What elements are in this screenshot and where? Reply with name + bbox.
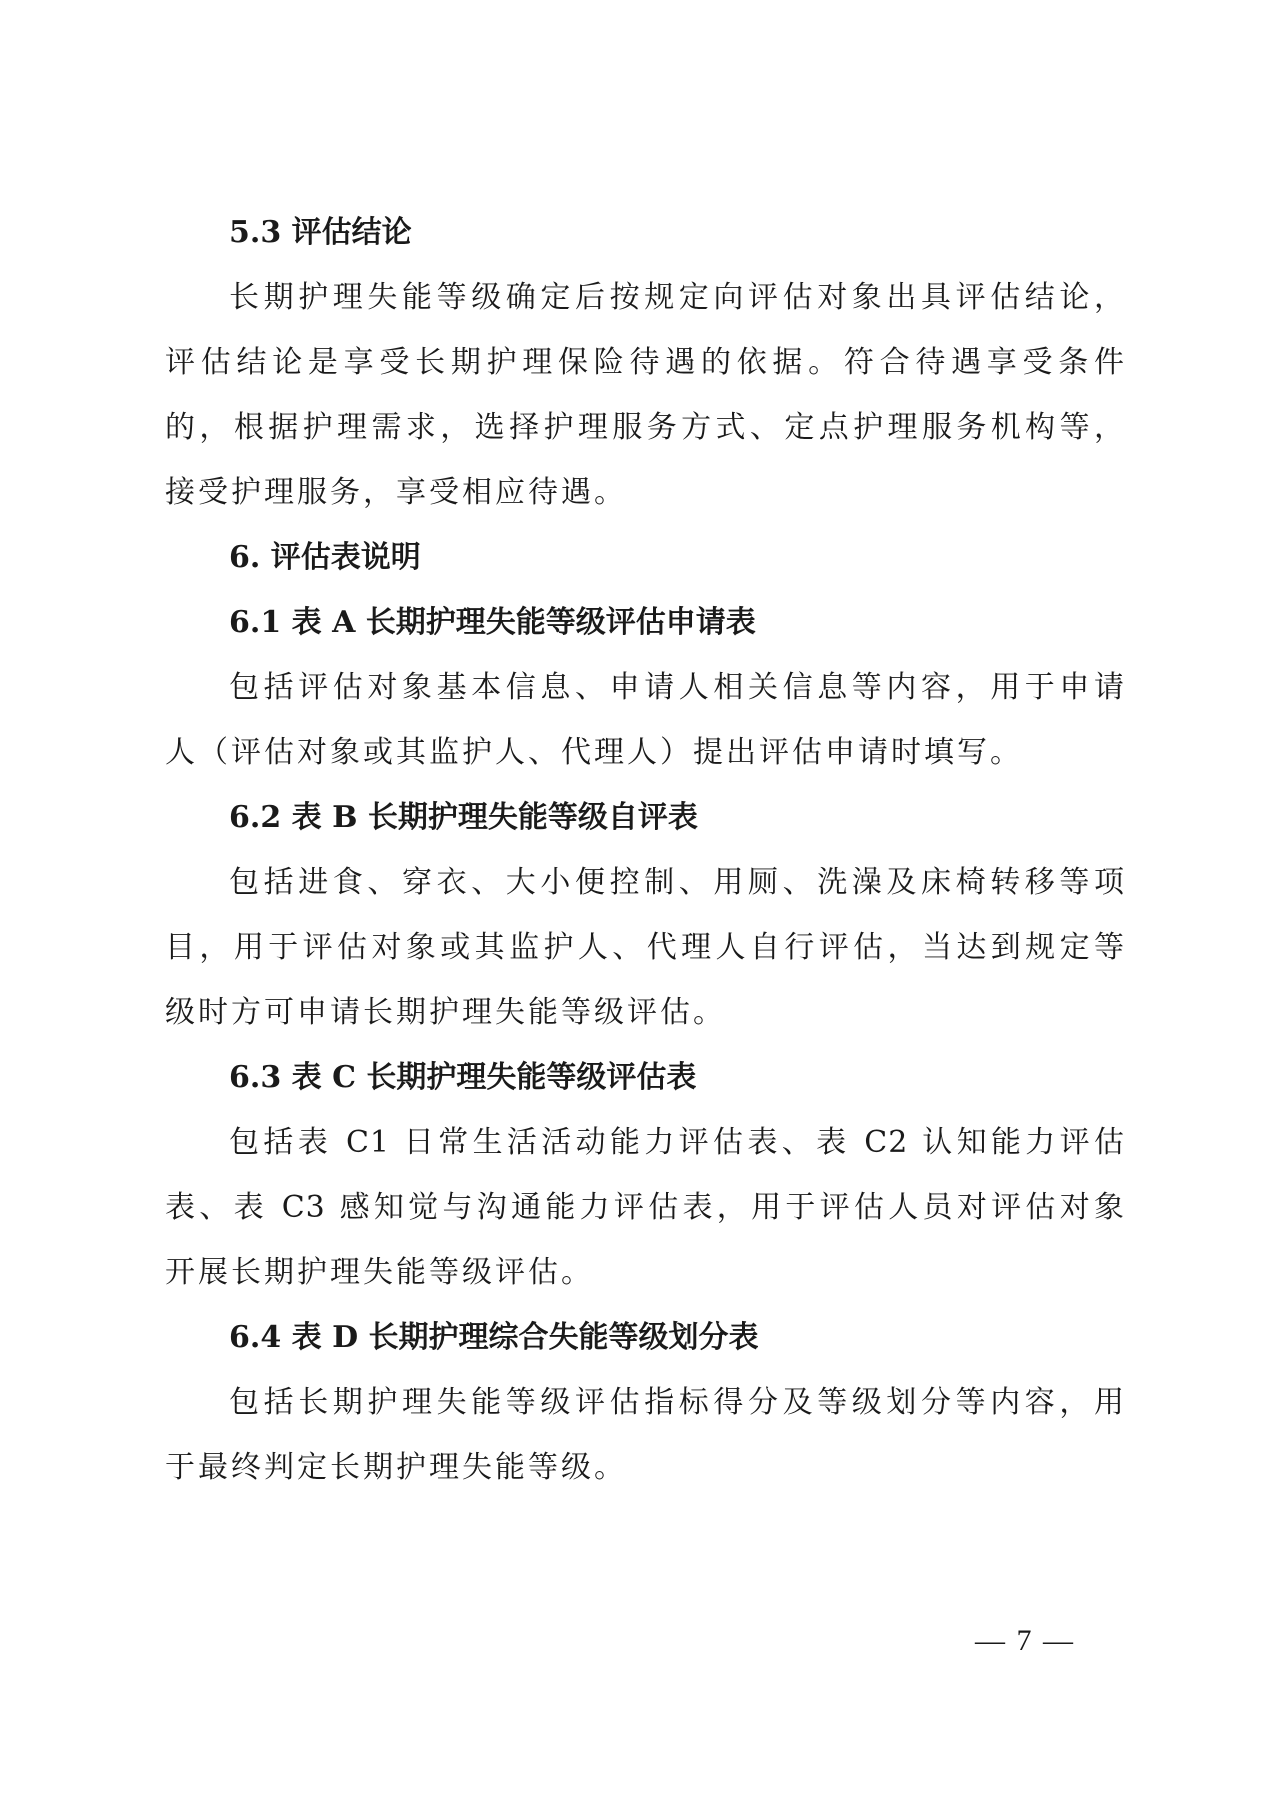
page-number: — 7 —	[975, 1624, 1075, 1657]
section-heading-6-4: 6.4 表 D 长期护理综合失能等级划分表	[229, 1320, 759, 1355]
document-body	[165, 200, 1125, 1500]
paragraph-line: 包括评估对象基本信息、申请人相关信息等内容，用于申请	[229, 670, 1125, 705]
paragraph-line: 人（评估对象或其监护人、代理人）提出评估申请时填写。	[165, 735, 1023, 770]
paragraph-line: 包括进食、穿衣、大小便控制、用厕、洗澡及床椅转移等项	[229, 865, 1125, 900]
paragraph-line: 于最终判定长期护理失能等级。	[165, 1450, 627, 1485]
paragraph-line: 长期护理失能等级确定后按规定向评估对象出具评估结论，	[229, 280, 1125, 315]
paragraph-line: 评估结论是享受长期护理保险待遇的依据。符合待遇享受条件	[165, 345, 1125, 380]
paragraph-line: 级时方可申请长期护理失能等级评估。	[165, 995, 726, 1030]
section-heading-5-3: 5.3 评估结论	[229, 215, 412, 250]
section-heading-6: 6. 评估表说明	[229, 540, 421, 575]
paragraph-line: 包括表 C1 日常生活活动能力评估表、表 C2 认知能力评估	[229, 1125, 1125, 1160]
section-heading-6-1: 6.1 表 A 长期护理失能等级评估申请表	[229, 605, 756, 640]
paragraph-line: 目，用于评估对象或其监护人、代理人自行评估，当达到规定等	[165, 930, 1125, 965]
paragraph-line: 接受护理服务，享受相应待遇。	[165, 475, 627, 510]
paragraph-line: 表、表 C3 感知觉与沟通能力评估表，用于评估人员对评估对象	[165, 1190, 1125, 1225]
paragraph-line: 包括长期护理失能等级评估指标得分及等级划分等内容，用	[229, 1385, 1125, 1420]
section-heading-6-2: 6.2 表 B 长期护理失能等级自评表	[229, 800, 698, 835]
paragraph-line: 的，根据护理需求，选择护理服务方式、定点护理服务机构等，	[165, 410, 1125, 445]
paragraph-line: 开展长期护理失能等级评估。	[165, 1255, 594, 1290]
section-heading-6-3: 6.3 表 C 长期护理失能等级评估表	[229, 1060, 697, 1095]
